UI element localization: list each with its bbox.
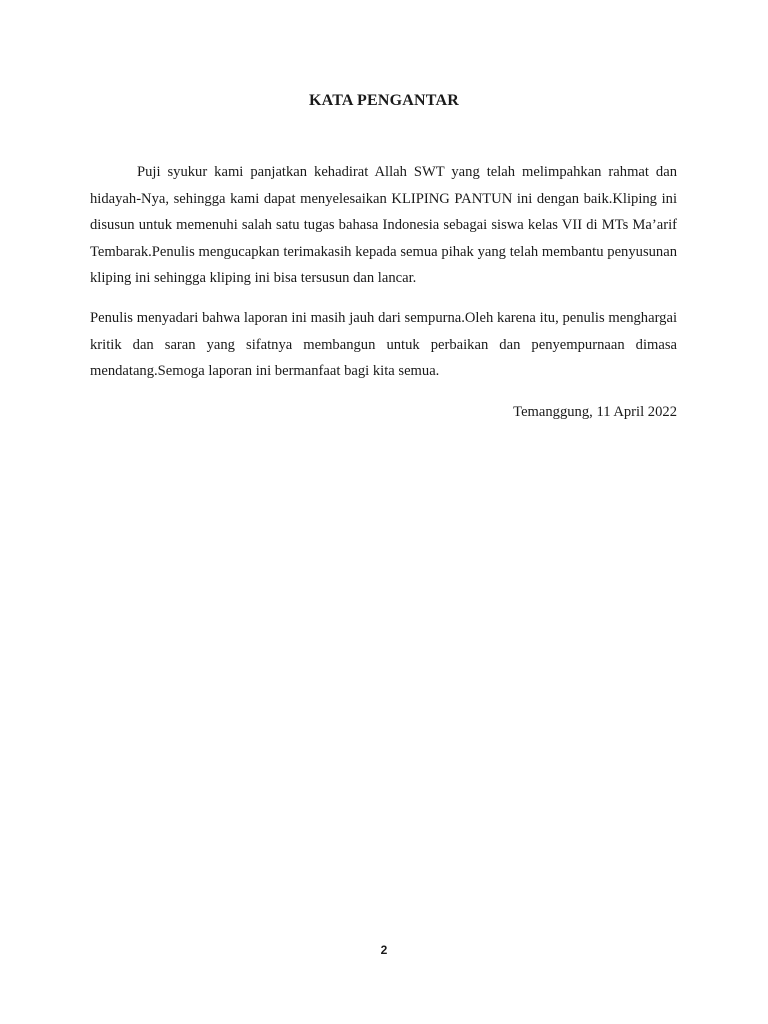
paragraph-intro: Puji syukur kami panjatkan kehadirat Allah SWT yang telah melimpahkan rahmat dan hidayah-Nya, sehingga kami dapat menyelesaikan KLIPING PANTUN ini dengan baik.Kliping ini disusun untuk memenuhi salah satu tugas bahasa Indonesia sebagai siswa kelas VII di MTs Ma’arif Tembarak.Penulis mengucapkan terimakasih kepada semua pihak yang telah membantu penyusunan kliping ini sehingga kliping ini bisa tersusun dan lancar. [90, 164, 677, 286]
page-number: 2 [380, 943, 388, 957]
page-title: KATA PENGANTAR [309, 92, 459, 109]
paragraph-closing: Penulis menyadari bahwa laporan ini masih jauh dari sempurna.Oleh karena itu, penulis menghargai kritik dan saran yang sifatnya membangun untuk perbaikan dan penyempurnaan dimasa mendatang.Semoga laporan ini bermanfaat bagi kita semua. [90, 310, 677, 379]
place-date: Temanggung, 11 April 2022 [513, 404, 677, 420]
